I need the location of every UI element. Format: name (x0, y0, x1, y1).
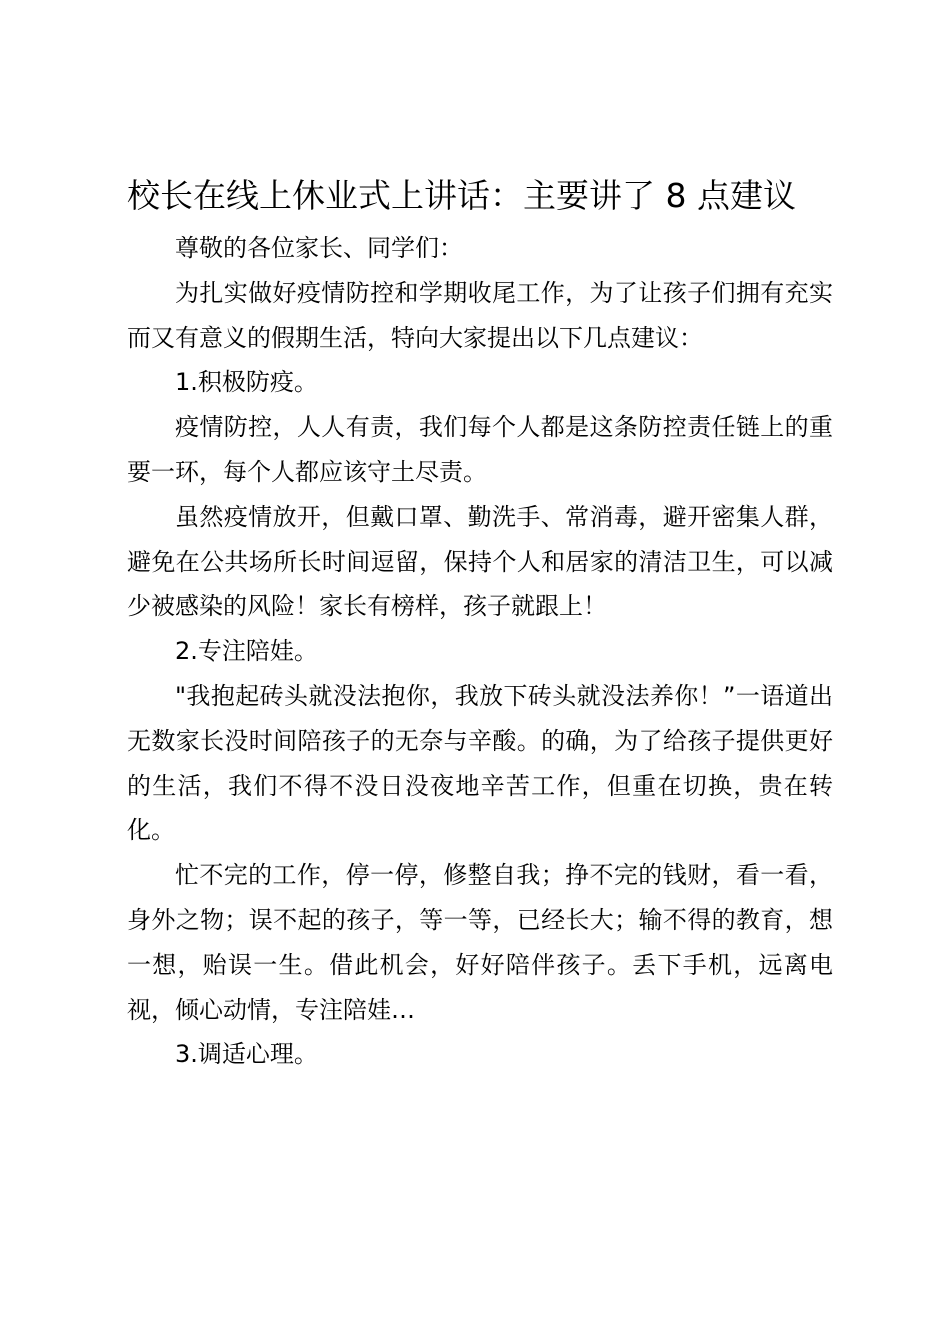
body-paragraph: 疫情防控，人人有责，我们每个人都是这条防控责任链上的重要一环，每个人都应该守土尽责。 (127, 413, 833, 486)
section-heading-1: 1.积极防疫。 (175, 368, 318, 397)
section-heading-2: 2.专注陪娃。 (175, 637, 318, 666)
salutation: 尊敬的各位家长、同学们： (175, 234, 463, 262)
document-body (127, 172, 833, 1077)
intro-paragraph: 为扎实做好疫情防控和学期收尾工作，为了让孩子们拥有充实而又有意义的假期生活，特向大家提出以下几点建议： (127, 278, 833, 352)
body-paragraph: 忙不完的工作，停一停，修整自我；挣不完的钱财，看一看，身外之物；误不起的孩子，等一等，已经长大；输不得的教育，想一想，贻误一生。借此机会，好好陪伴孩子。丢下手机，远离电视，倾心动情，专注陪娃… (127, 861, 833, 1024)
document-title: 校长在线上休业式上讲话：主要讲了 8 点建议 (127, 176, 796, 215)
body-paragraph: 虽然疫情放开，但戴口罩、勤洗手、常消毒，避开密集人群，避免在公共场所长时间逗留，保持个人和居家的清洁卫生，可以减少被感染的风险！家长有榜样，孩子就跟上！ (127, 502, 833, 621)
section-heading-3: 3.调适心理。 (175, 1040, 318, 1069)
body-paragraph: "我抱起砖头就没法抱你，我放下砖头就没法养你！”一语道出无数家长没时间陪孩子的无奈与辛酸。的确，为了给孩子提供更好的生活，我们不得不没日没夜地辛苦工作，但重在切换，贵在转化。 (127, 681, 833, 845)
